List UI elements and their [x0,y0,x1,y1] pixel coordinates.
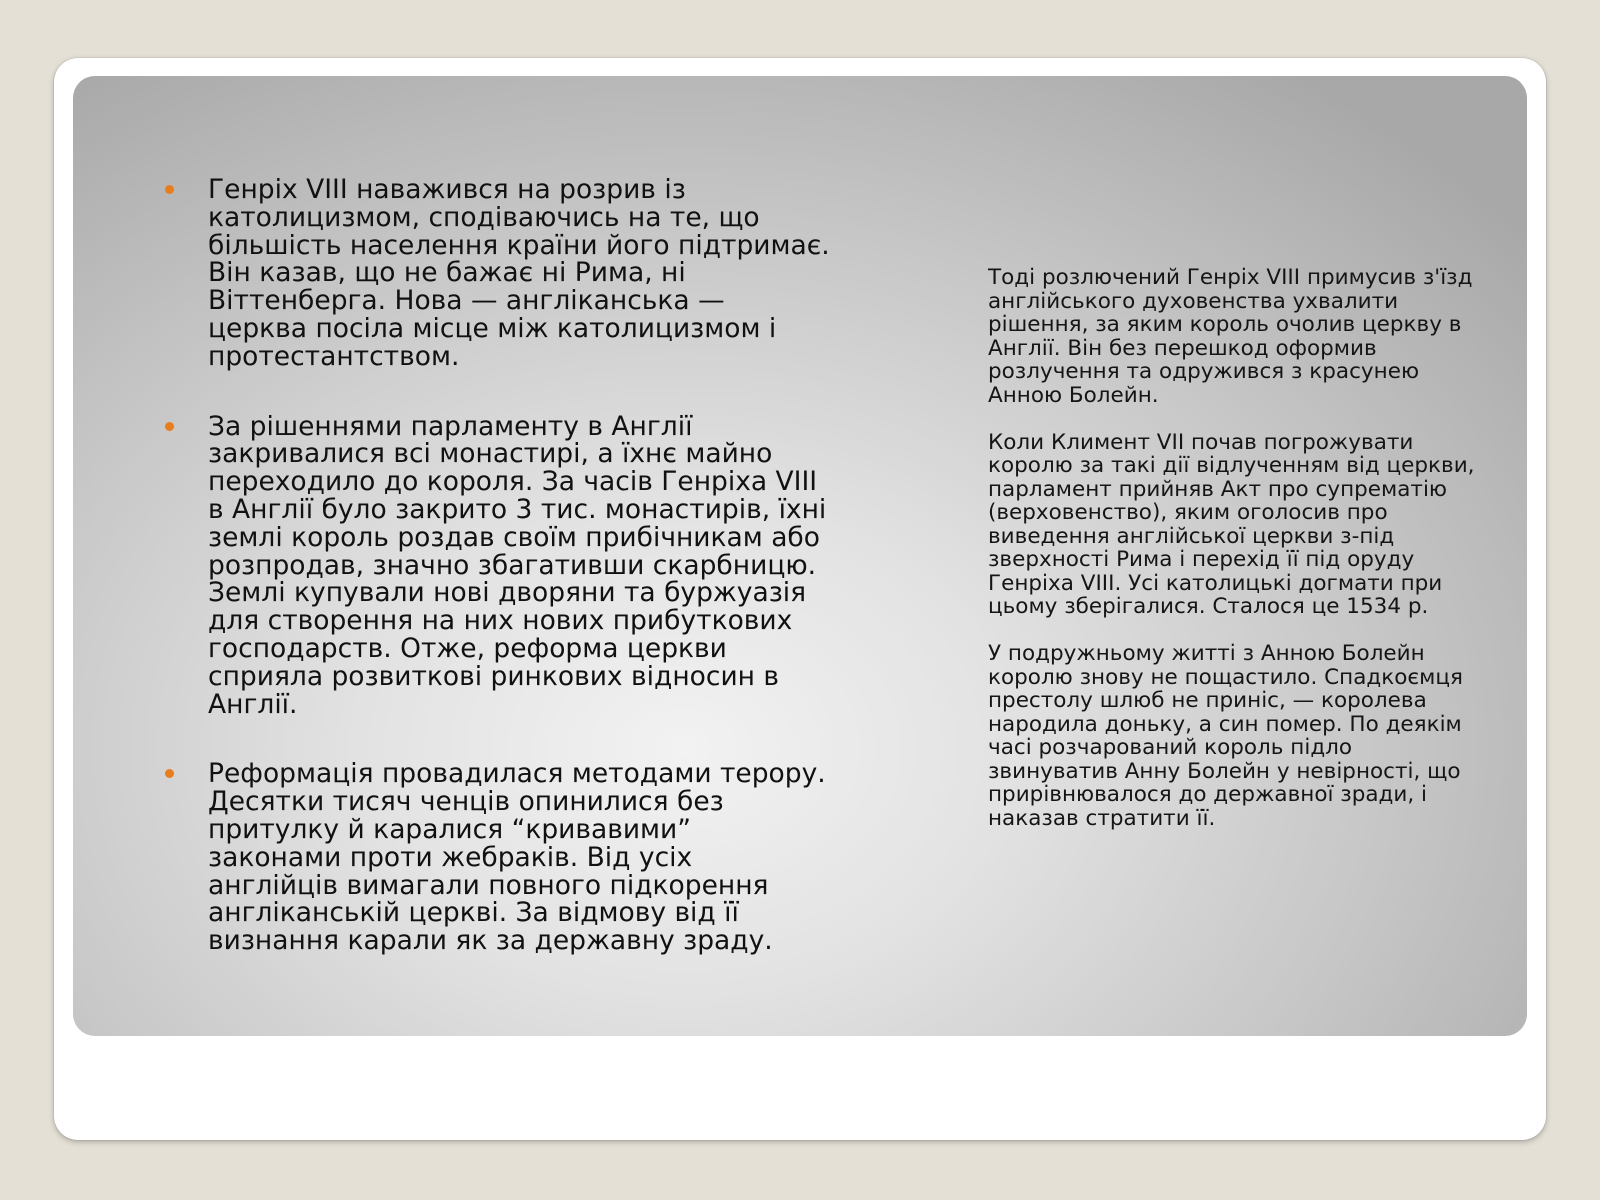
bullet-text: За рішеннями парламенту в Англії закривалися всі монастирі, а їхнє майно переходило до короля. За часів Генріха VIII в Англії було закрито 3 тис. монастирів, їхні землі король роздав своїм прибічникам або розпродав, значно збагативши скарбницю. Землі купували нові дворяни та буржуазія для створення на них нових прибуткових господарств. Отже, реформа церкви сприяла розвиткові ринкових відносин в Англії. [208,410,827,720]
bullet-dot-icon [165,422,174,431]
bullet-item [160,176,830,371]
bullet-text: Генріх VIII наважився на розрив із католицизмом, сподіваючись на те, що більшість населення країни його підтримає. Він казав, що не бажає ні Рима, ні Віттенберга. Нова — англіканська — церква посіла місце між католицизмом і протестантством. [208,174,830,372]
side-paragraph: Коли Климент VII почав погрожувати королю за такі дії відлученням від церкви, парламент прийняв Акт про супрематію (верховенство), яким оголосив про виведення англійської церкви з-під зверхності Рима і перехід її під оруду Генріха VIII. Усі католицькі догмати при цьому зберігалися. Сталося це 1534 р. [988,429,1475,619]
bullet-dot-icon [165,185,174,194]
side-text-block [988,266,1478,854]
bullet-dot-icon [165,769,174,778]
content-panel [73,76,1527,1036]
side-paragraph: Тоді розлючений Генріх VIII примусив з'їзд англійського духовенства ухвалити рішення, за яким король очолив церкву в Англії. Він без перешкод оформив розлучення та одружився з красунею Анною Болейн. [988,265,1473,408]
bullet-item [160,760,830,955]
bullet-item [160,410,830,720]
bullet-list [160,176,830,997]
side-paragraph: У подружньому житті з Анною Болейн королю знову не пощастило. Спадкоємця престолу шлюб не приніс, — королева народила доньку, а син помер. По деякім часі розчарований король підло звинуватив Анну Болейн у невірності, що прирівнювалося до державної зради, і наказав стратити її. [988,641,1463,831]
bullet-text: Реформація провадилася методами терору. Десятки тисяч ченців опинилися без притулку й каралися “кривавими” законами проти жебраків. Від усіх англійців вимагали повного підкорення англіканській церкві. За відмову від її визнання карали як за державну зраду. [208,758,826,957]
